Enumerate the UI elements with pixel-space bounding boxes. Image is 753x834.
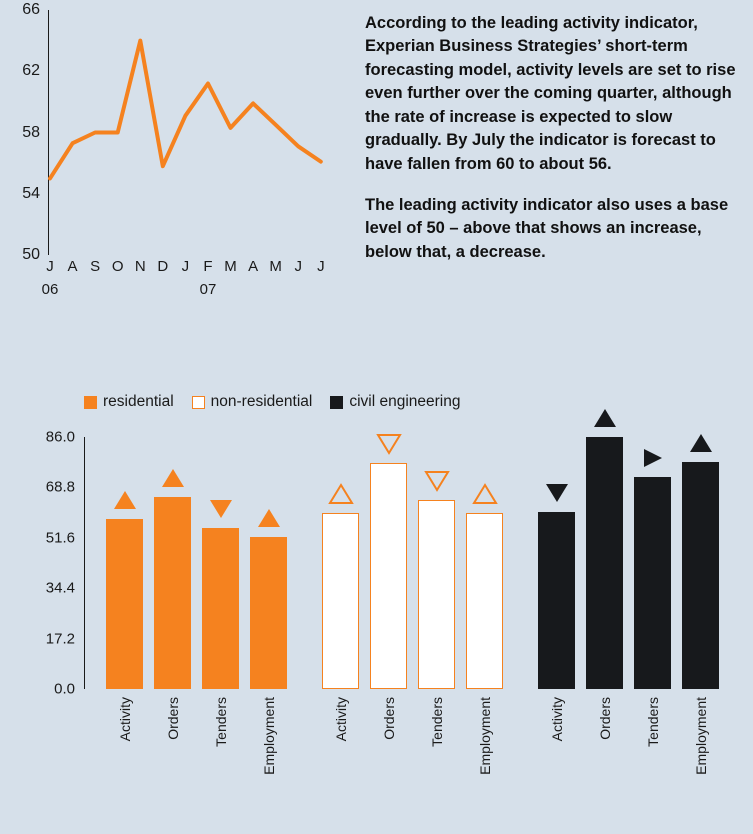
bar-civil-engineering-activity xyxy=(538,512,575,689)
line-y-tick: 66 xyxy=(22,1,40,18)
bar-residential-orders xyxy=(154,497,191,689)
line-x-tick: O xyxy=(111,258,124,275)
bar-y-tick: 0.0 xyxy=(54,680,75,698)
line-year-label-06: 06 xyxy=(41,281,59,298)
legend-label: civil engineering xyxy=(349,393,461,410)
legend-label: non-residential xyxy=(210,393,313,410)
legend-swatch-icon xyxy=(192,396,205,409)
bar-non-residential-employment xyxy=(466,513,503,689)
trend-marker-up-outline-orange xyxy=(473,483,497,505)
bar-y-tick: 68.8 xyxy=(45,478,75,496)
top-section xyxy=(0,0,753,320)
trend-marker-up-filled-black xyxy=(689,432,713,454)
bar-category-label: Employment xyxy=(260,697,277,775)
trend-marker-up-outline-orange xyxy=(329,483,353,505)
bar-y-tick: 86.0 xyxy=(45,428,75,446)
legend-item-residential xyxy=(84,393,174,411)
bar-residential-activity xyxy=(106,519,143,689)
line-x-tick: J xyxy=(294,258,302,275)
line-y-tick: 50 xyxy=(22,246,40,263)
bar-category-label: Activity xyxy=(548,697,565,742)
line-x-tick: M xyxy=(269,258,282,275)
line-x-tick: N xyxy=(134,258,146,275)
trend-marker-down-filled-black xyxy=(545,482,569,504)
bar-civil-engineering-orders xyxy=(586,437,623,689)
line-x-tick: J xyxy=(317,258,325,275)
bar-category-label: Orders xyxy=(164,697,181,740)
legend-item-non-residential xyxy=(192,393,313,411)
line-y-tick: 58 xyxy=(22,123,40,141)
line-chart-plot-area xyxy=(22,1,338,263)
bar-residential-tenders xyxy=(202,528,239,689)
trend-marker-down-outline-orange xyxy=(377,433,401,455)
commentary-paragraph-1: According to the leading activity indicator, Experian Business Strategies’ short-term forecasting model, activity levels are set to rise even further over the coming quarter, although the rate of increase is expected to slow gradually. By July the indicator is forecast to have fallen from 60 to about 56. xyxy=(365,14,736,173)
legend-label: residential xyxy=(103,393,174,410)
bar-category-label: Orders xyxy=(380,697,397,740)
line-x-tick: J xyxy=(181,258,190,275)
bar-civil-engineering-tenders xyxy=(634,477,671,689)
bar-category-label: Activity xyxy=(116,697,133,742)
bar-non-residential-orders xyxy=(370,463,407,689)
bar-non-residential-tenders xyxy=(418,500,455,689)
line-x-tick: D xyxy=(157,258,169,275)
line-y-tick: 54 xyxy=(22,184,40,202)
line-series-path xyxy=(48,10,338,255)
legend-swatch-icon xyxy=(330,396,343,409)
legend-item-civil-engineering xyxy=(330,393,460,411)
bar-chart-plot-area xyxy=(45,428,712,698)
bar-residential-employment xyxy=(250,537,287,689)
line-year-label-07: 07 xyxy=(199,281,217,298)
line-x-tick: M xyxy=(224,258,237,275)
sector-bar-chart xyxy=(0,375,753,830)
bar-category-label: Tenders xyxy=(428,697,445,747)
trend-marker-down-filled-orange xyxy=(209,498,233,520)
line-x-tick: S xyxy=(90,258,101,275)
bar-non-residential-activity xyxy=(322,513,359,689)
line-x-tick: A xyxy=(67,258,78,275)
trend-marker-up-filled-black xyxy=(593,407,617,429)
bar-y-tick: 17.2 xyxy=(45,630,75,648)
trend-marker-up-filled-orange xyxy=(257,507,281,529)
bar-category-label: Employment xyxy=(692,697,709,775)
line-x-tick: A xyxy=(248,258,259,275)
bar-category-label: Employment xyxy=(476,697,493,775)
bar-y-tick: 51.6 xyxy=(45,529,75,547)
legend-swatch-icon xyxy=(84,396,97,409)
bar-category-label: Tenders xyxy=(644,697,661,747)
bar-y-tick: 34.4 xyxy=(45,579,75,597)
bar-category-label: Orders xyxy=(596,697,613,740)
bar-category-label: Tenders xyxy=(212,697,229,747)
bar-category-label: Activity xyxy=(332,697,349,742)
trend-marker-up-filled-orange xyxy=(113,489,137,511)
leading-activity-indicator-line-chart xyxy=(0,0,350,310)
line-x-tick: J xyxy=(46,258,54,275)
commentary-text-block xyxy=(365,12,745,282)
trend-marker-up-filled-orange xyxy=(161,467,185,489)
line-x-tick: F xyxy=(203,258,213,275)
bar-chart-legend xyxy=(84,393,461,411)
line-y-tick: 62 xyxy=(22,62,40,80)
trend-marker-right-filled-black xyxy=(641,447,665,469)
bar-civil-engineering-employment xyxy=(682,462,719,689)
commentary-paragraph-2: The leading activity indicator also uses a base level of 50 – above that shows an increase, below that, a decrease. xyxy=(365,195,729,261)
trend-marker-down-outline-orange xyxy=(425,470,449,492)
